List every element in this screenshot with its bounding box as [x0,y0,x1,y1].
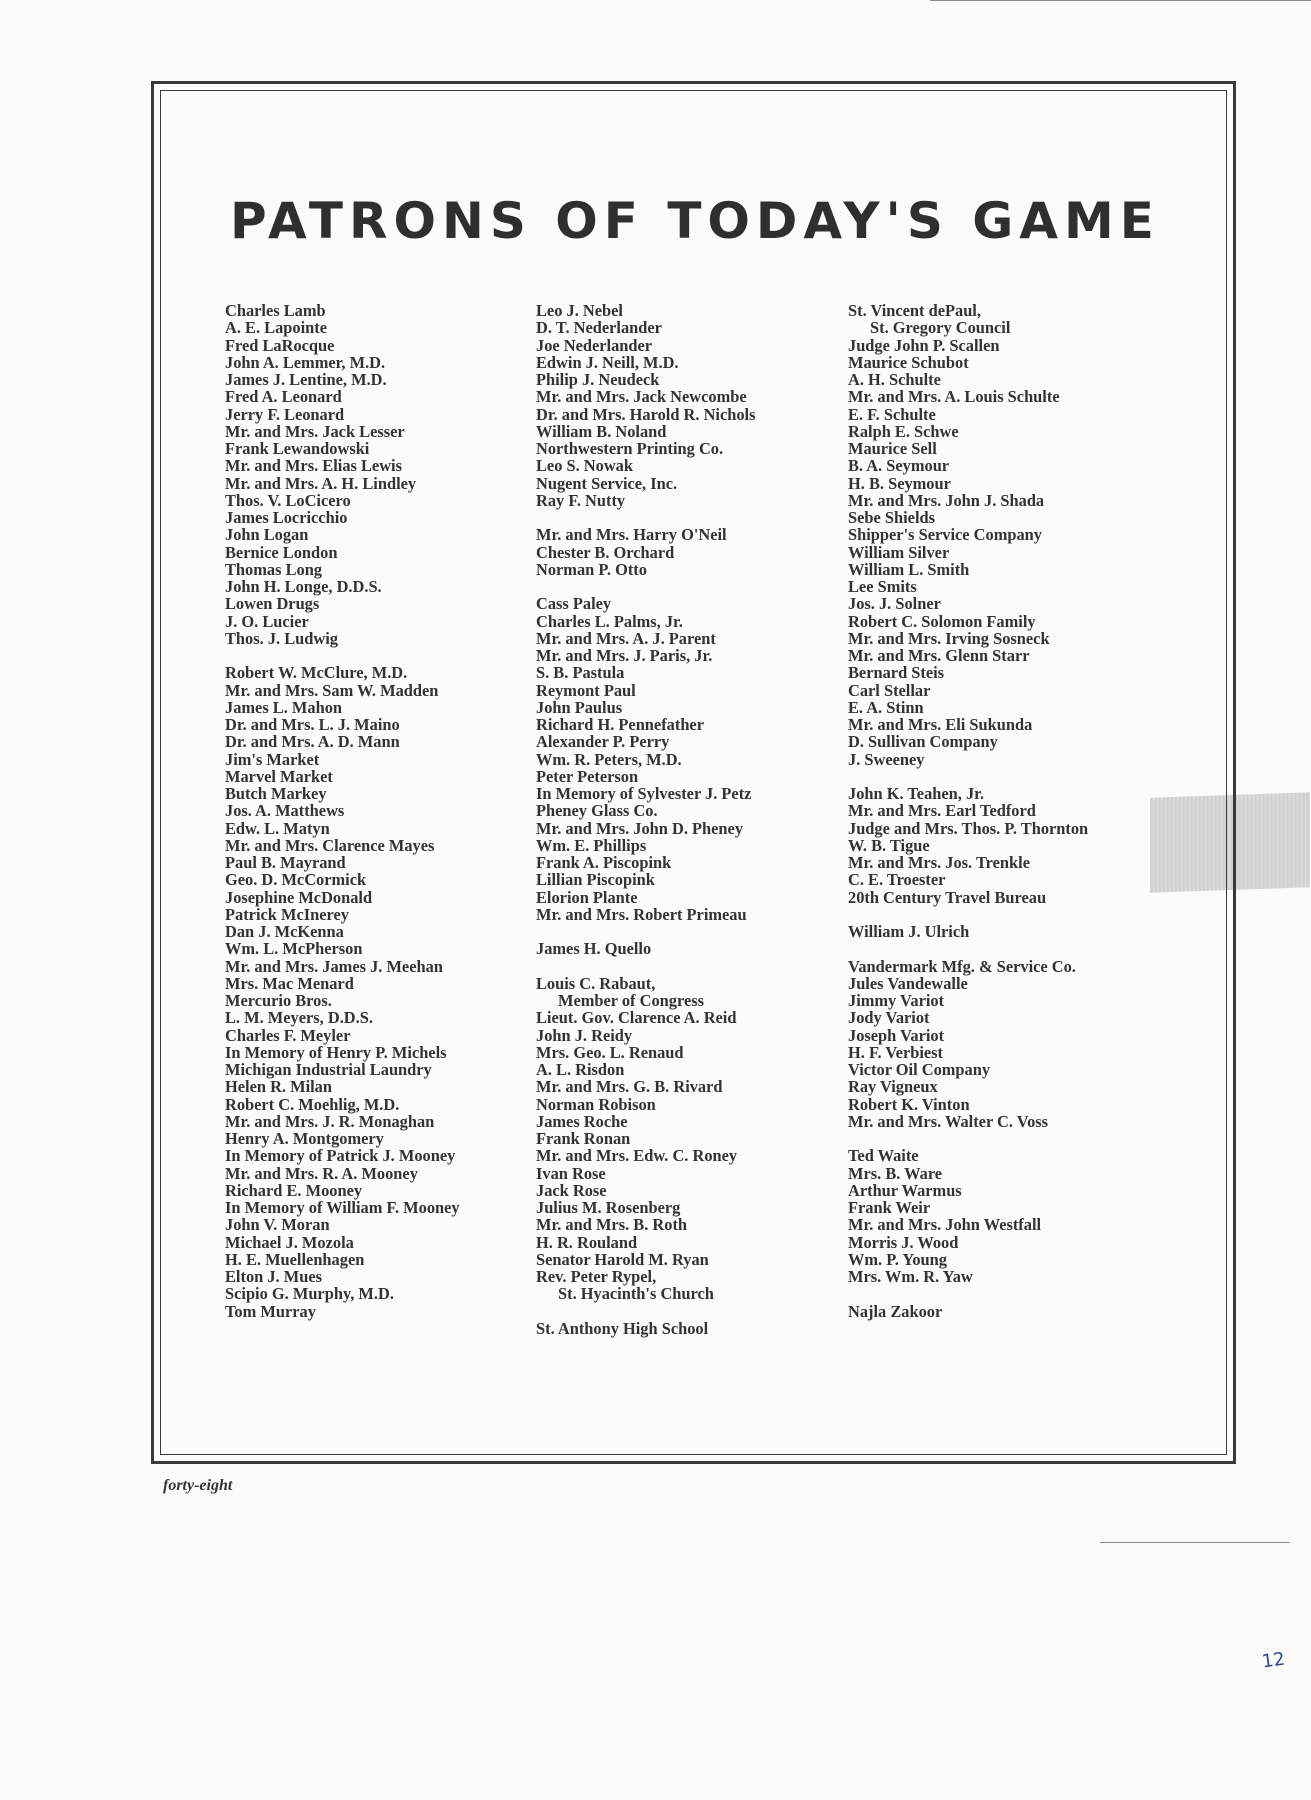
page-number: forty-eight [163,1477,233,1494]
patron-entry: Carl Stellar [848,680,931,700]
patron-entry: H. E. Muellenhagen [225,1249,365,1269]
patron-entry: John Logan [225,525,309,545]
patron-entry: Mr. and Mrs. R. A. Mooney [225,1163,418,1183]
patron-entry: St. Gregory Council [870,318,1011,338]
patron-entry: Leo S. Nowak [536,456,633,476]
patron-entry: Scipio G. Murphy, M.D. [225,1284,394,1304]
patron-entry: Joe Nederlander [536,335,653,355]
patron-entry: William B. Noland [536,421,667,441]
patron-entry: In Memory of Sylvester J. Petz [536,784,752,803]
patron-entry: Mercurio Bros. [225,991,332,1010]
patron-entry: Patrick McInerey [225,904,349,924]
patron-entry: Shipper's Service Company [848,525,1042,545]
patron-entry: Lieut. Gov. Clarence A. Reid [536,1008,737,1028]
patron-entry: Charles Lamb [225,301,326,320]
patron-entry: James J. Lentine, M.D. [225,370,387,389]
patron-entry: Norman P. Otto [536,559,647,579]
patron-entry: John V. Moran [225,1215,330,1235]
patron-entry: Mr. and Mrs. Jos. Trenkle [848,853,1030,872]
patron-entry: Lillian Piscopink [536,870,655,890]
patron-entry: Joseph Variot [848,1025,945,1045]
patron-entry: Mr. and Mrs. Clarence Mayes [225,835,435,855]
patron-entry: Lowen Drugs [225,594,320,614]
patron-entry: Vandermark Mfg. & Service Co. [848,956,1076,976]
patron-entry: Jules Vandewalle [848,973,968,993]
patron-entry: Sebe Shields [848,508,935,527]
patron-entry: Victor Oil Company [848,1060,991,1079]
patron-entry: B. A. Seymour [848,456,950,476]
patron-entry: John A. Lemmer, M.D. [225,352,386,372]
patron-entry: Paul B. Mayrand [225,853,346,872]
patron-entry: Nugent Service, Inc. [536,473,678,493]
patron-entry: Philip J. Neudeck [536,370,660,389]
patron-entry: Dr. and Mrs. L. J. Maino [225,715,400,734]
patron-list [536,302,836,1337]
patron-entry: In Memory of Henry P. Michels [225,1042,447,1062]
patron-entry: Mr. and Mrs. Elias Lewis [225,456,402,476]
patron-entry: John J. Reidy [536,1025,633,1045]
patron-entry: Chester B. Orchard [536,542,675,562]
patron-entry: Fred LaRocque [225,335,335,355]
patron-entry: Mr. and Mrs. John J. Shada [848,490,1045,510]
patron-entry: Fred A. Leonard [225,387,342,407]
patron-entry: Michigan Industrial Laundry [225,1060,432,1079]
patron-entry: Butch Markey [225,784,327,803]
patron-entry: Northwestern Printing Co. [536,439,724,458]
patron-column-3 [848,302,1148,1320]
patron-entry: John K. Teahen, Jr. [848,784,985,803]
patron-entry: Member of Congress [558,991,704,1010]
patron-entry: H. B. Seymour [848,473,951,493]
patron-entry: Mrs. B. Ware [848,1163,943,1183]
patron-entry: Michael J. Mozola [225,1232,354,1252]
patron-entry: Henry A. Montgomery [225,1129,384,1148]
patron-entry: Jim's Market [225,749,320,769]
patron-entry: William J. Ulrich [848,922,970,941]
patron-entry: Thos. V. LoCicero [225,490,351,510]
patron-entry: Wm. R. Peters, M.D. [536,749,682,769]
patron-entry: Mrs. Mac Menard [225,973,354,993]
patron-column-2 [536,302,836,1337]
patron-entry: Jack Rose [536,1180,607,1200]
patron-entry: Mr. and Mrs. A. J. Parent [536,628,716,648]
patron-entry: Robert K. Vinton [848,1094,970,1114]
patron-entry: Geo. D. McCormick [225,870,367,890]
handwritten-page-mark: 12 [1260,1648,1287,1673]
patron-entry: Mr. and Mrs. John Westfall [848,1215,1042,1235]
patron-entry: Maurice Sell [848,439,937,458]
patron-entry: Ted Waite [848,1146,919,1166]
patron-entry: Mr. and Mrs. James J. Meehan [225,956,443,976]
patron-entry: James Roche [536,1111,628,1131]
patron-entry: Charles L. Palms, Jr. [536,611,683,631]
patron-entry: Pheney Glass Co. [536,801,658,821]
patron-entry: Jody Variot [848,1008,930,1028]
patron-entry: Lee Smits [848,577,917,596]
patron-entry: Mr. and Mrs. Eli Sukunda [848,715,1033,734]
patron-entry: Mr. and Mrs. Earl Tedford [848,801,1036,821]
patron-entry: L. M. Meyers, D.D.S. [225,1008,373,1028]
patron-entry: Peter Peterson [536,766,639,786]
patron-entry: Robert W. McClure, M.D. [225,663,408,683]
patron-entry: A. H. Schulte [848,370,941,389]
patron-entry: Mr. and Mrs. Irving Sosneck [848,628,1050,648]
patron-entry: James Locricchio [225,508,348,527]
patron-entry: Thomas Long [225,559,323,579]
patron-entry: Cass Paley [536,594,612,614]
scan-edge-line-bottom [1100,1542,1290,1543]
patron-entry: Frank A. Piscopink [536,853,672,872]
patron-entry: James H. Quello [536,939,652,959]
patron-entry: Mr. and Mrs. Edw. C. Roney [536,1146,738,1166]
patron-entry: Jerry F. Leonard [225,404,345,424]
patron-entry: Leo J. Nebel [536,301,623,320]
patron-entry: Ralph E. Schwe [848,421,959,441]
patron-entry: Mr. and Mrs. Jack Lesser [225,421,405,441]
patron-entry: Mr. and Mrs. Glenn Starr [848,646,1030,665]
patron-entry: St. Vincent dePaul, [848,301,981,320]
patron-entry: St. Anthony High School [536,1318,709,1338]
patron-entry: Mr. and Mrs. G. B. Rivard [536,1077,723,1097]
patron-entry: Frank Weir [848,1198,931,1217]
patron-entry: Mr. and Mrs. B. Roth [536,1215,688,1235]
patron-entry: Wm. P. Young [848,1249,947,1269]
patron-entry: Wm. E. Phillips [536,835,647,855]
patron-entry: Mr. and Mrs. Robert Primeau [536,904,747,924]
patron-entry: In Memory of William F. Mooney [225,1198,460,1217]
patron-entry: J. Sweeney [848,749,925,769]
patron-entry: Frank Lewandowski [225,439,370,458]
patron-entry: Bernice London [225,542,338,562]
patron-entry: H. R. Rouland [536,1232,638,1252]
patron-entry: Charles F. Meyler [225,1025,351,1045]
patron-entry: Mr. and Mrs. Walter C. Voss [848,1111,1049,1131]
patron-entry: Judge and Mrs. Thos. P. Thornton [848,818,1089,838]
patron-entry: James L. Mahon [225,697,343,717]
patron-list [848,302,1148,1320]
patron-entry: Julius M. Rosenberg [536,1198,681,1217]
patron-entry: Thos. J. Ludwig [225,628,338,648]
patron-entry: W. B. Tigue [848,835,930,855]
patron-entry: Senator Harold M. Ryan [536,1249,709,1269]
patron-entry: Josephine McDonald [225,887,373,907]
patron-entry: D. Sullivan Company [848,732,998,752]
patron-entry: Rev. Peter Rypel, [536,1267,657,1286]
patron-entry: Bernard Steis [848,663,945,683]
patron-entry: Maurice Schubot [848,352,969,372]
patron-entry: Mr. and Mrs. John D. Pheney [536,818,744,838]
patron-entry: Reymont Paul [536,680,636,700]
patron-entry: William Silver [848,542,950,562]
patron-entry: Edw. L. Matyn [225,818,330,838]
patron-entry: C. E. Troester [848,870,946,890]
patron-entry: Ivan Rose [536,1163,606,1183]
patron-entry: Jos. A. Matthews [225,801,345,821]
patron-entry: Judge John P. Scallen [848,335,1000,355]
patron-entry: Robert C. Moehlig, M.D. [225,1094,400,1114]
patron-entry: Tom Murray [225,1301,316,1321]
patron-list [225,302,525,1320]
patron-entry: Elorion Plante [536,887,638,907]
patron-entry: E. A. Stinn [848,697,924,717]
patron-entry: Mr. and Mrs. Sam W. Madden [225,680,439,700]
patron-entry: S. B. Pastula [536,663,625,683]
patron-entry: Jos. J. Solner [848,594,941,614]
patron-entry: Richard E. Mooney [225,1180,363,1200]
patron-entry: Mr. and Mrs. Jack Newcombe [536,387,747,407]
patron-entry: William L. Smith [848,559,970,579]
patron-entry: Morris J. Wood [848,1232,959,1252]
patron-entry: Mrs. Geo. L. Renaud [536,1042,684,1062]
patron-entry: Mr. and Mrs. Harry O'Neil [536,525,727,545]
patron-entry: D. T. Nederlander [536,318,662,338]
patron-entry: Frank Ronan [536,1129,631,1148]
patron-entry: Ray F. Nutty [536,490,626,510]
patron-entry: Edwin J. Neill, M.D. [536,352,679,372]
patron-entry: Marvel Market [225,766,333,786]
patron-entry: Robert C. Solomon Family [848,611,1036,631]
patron-entry: 20th Century Travel Bureau [848,887,1047,907]
patron-entry: Mr. and Mrs. A. Louis Schulte [848,387,1060,407]
patron-entry: J. O. Lucier [225,611,309,631]
patron-entry: Norman Robison [536,1094,656,1114]
patron-entry: Arthur Warmus [848,1180,962,1200]
patron-entry: Ray Vigneux [848,1077,938,1097]
patron-entry: Mr. and Mrs. A. H. Lindley [225,473,417,493]
patron-entry: Richard H. Pennefather [536,715,704,734]
patron-column-1 [225,302,525,1320]
patron-entry: Dr. and Mrs. A. D. Mann [225,732,400,752]
patron-entry: Helen R. Milan [225,1077,332,1097]
patron-entry: Mr. and Mrs. J. Paris, Jr. [536,646,713,665]
patron-entry: St. Hyacinth's Church [558,1284,714,1304]
patron-entry: Mr. and Mrs. J. R. Monaghan [225,1111,435,1131]
patron-entry: A. E. Lapointe [225,318,328,338]
scan-edge-line-top [930,0,1311,1]
patron-entry: Dan J. McKenna [225,922,344,941]
patron-entry: Dr. and Mrs. Harold R. Nichols [536,404,756,424]
patron-entry: Jimmy Variot [848,991,945,1010]
patron-entry: Najla Zakoor [848,1301,943,1321]
patron-entry: Wm. L. McPherson [225,939,363,959]
patron-entry: H. F. Verbiest [848,1042,944,1062]
patron-entry: Elton J. Mues [225,1267,322,1286]
patron-entry: John Paulus [536,697,623,717]
patron-entry: E. F. Schulte [848,404,936,424]
patron-entry: A. L. Risdon [536,1060,625,1079]
page-title: PATRONS OF TODAY'S GAME [230,192,1160,250]
patron-entry: Alexander P. Perry [536,732,670,752]
patron-entry: John H. Longe, D.D.S. [225,577,382,596]
patron-entry: Louis C. Rabaut, [536,973,656,993]
patron-entry: In Memory of Patrick J. Mooney [225,1146,456,1166]
patron-entry: Mrs. Wm. R. Yaw [848,1267,973,1286]
